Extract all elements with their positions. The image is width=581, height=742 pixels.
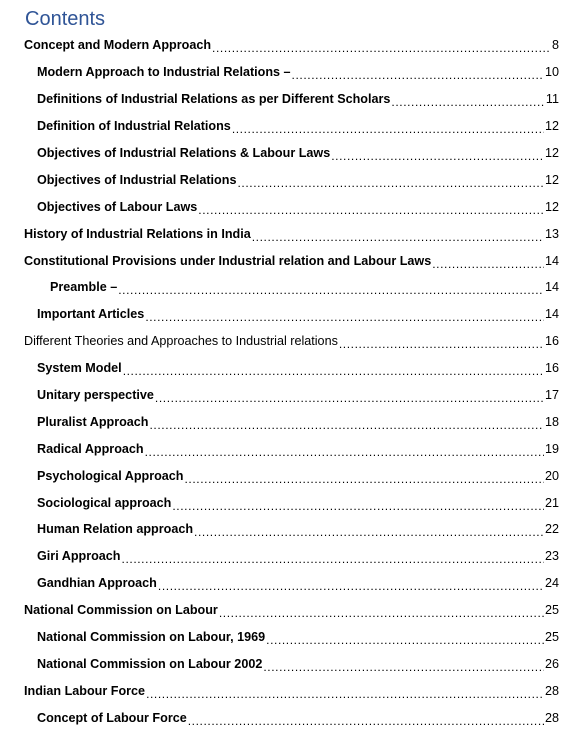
toc-entry[interactable] — [0, 704, 581, 731]
toc-entry[interactable] — [0, 220, 581, 247]
toc-dot-leader — [339, 338, 544, 350]
toc-dot-leader — [292, 69, 544, 81]
toc-dot-leader — [252, 231, 544, 243]
toc-entry-page-number[interactable]: 25 — [544, 603, 559, 618]
toc-entry[interactable] — [0, 570, 581, 597]
toc-entry[interactable] — [0, 113, 581, 140]
toc-entry-title[interactable]: Preamble – — [50, 280, 118, 295]
toc-entry-page-number[interactable]: 25 — [544, 630, 559, 645]
toc-entry-title[interactable]: Definition of Industrial Relations — [37, 119, 231, 134]
toc-entry-page-number[interactable]: 14 — [544, 280, 559, 295]
toc-entry[interactable] — [0, 408, 581, 435]
toc-dot-leader — [194, 526, 544, 538]
toc-entry[interactable] — [0, 597, 581, 624]
toc-dot-leader — [188, 715, 544, 727]
toc-entry-page-number[interactable]: 28 — [544, 710, 559, 725]
toc-dot-leader — [123, 365, 544, 377]
toc-entry-page-number[interactable]: 23 — [544, 549, 559, 564]
toc-entry-title[interactable]: Different Theories and Approaches to Industrial relations — [24, 334, 338, 349]
toc-dot-leader — [212, 42, 551, 54]
toc-entry-title[interactable]: Objectives of Industrial Relations & Labour Laws — [37, 146, 331, 160]
toc-entry[interactable] — [0, 516, 581, 543]
toc-dot-leader — [158, 580, 544, 592]
toc-entry[interactable] — [0, 489, 581, 516]
toc-entry-title[interactable]: National Commission on Labour — [24, 603, 218, 618]
toc-entry-page-number[interactable]: 8 — [551, 38, 559, 53]
toc-entry[interactable] — [0, 355, 581, 382]
toc-dot-leader — [263, 661, 544, 673]
toc-entry-title[interactable]: Pluralist Approach — [37, 414, 149, 429]
toc-dot-leader — [198, 204, 544, 216]
toc-entry-page-number[interactable]: 26 — [544, 656, 559, 671]
toc-entry[interactable] — [0, 382, 581, 409]
toc-dot-leader — [118, 284, 544, 296]
toc-entry-title[interactable]: History of Industrial Relations in India — [24, 226, 251, 241]
toc-entry-page-number[interactable]: 12 — [544, 199, 559, 214]
toc-entry-title[interactable]: Human Relation approach — [37, 522, 194, 537]
toc-entry[interactable] — [0, 166, 581, 193]
toc-entry[interactable] — [0, 624, 581, 651]
toc-entry[interactable] — [0, 435, 581, 462]
toc-entry[interactable] — [0, 543, 581, 570]
toc-entry[interactable] — [0, 193, 581, 220]
toc-entry-title[interactable]: Definitions of Industrial Relations as per Different Scholars — [37, 92, 391, 107]
toc-entry-page-number[interactable]: 28 — [544, 683, 559, 698]
toc-entry-page-number[interactable]: 11 — [545, 92, 559, 107]
toc-entry[interactable] — [0, 328, 581, 355]
toc-entry-title[interactable]: Concept and Modern Approach — [24, 38, 212, 53]
toc-entry[interactable] — [0, 247, 581, 274]
toc-entry[interactable] — [0, 86, 581, 113]
toc-entry-page-number[interactable]: 14 — [544, 307, 559, 322]
toc-dot-leader — [122, 553, 544, 565]
toc-entry-title[interactable]: System Model — [37, 361, 122, 376]
toc-entry-title[interactable]: National Commission on Labour, 1969 — [37, 630, 266, 645]
toc-entry-page-number[interactable]: 16 — [544, 361, 559, 376]
toc-entry-title[interactable]: National Commission on Labour 2002 — [37, 656, 263, 671]
toc-dot-leader — [391, 96, 545, 108]
toc-dot-leader — [219, 607, 544, 619]
toc-entry-title[interactable]: Unitary perspective — [37, 388, 154, 403]
toc-entry-page-number[interactable]: 12 — [544, 119, 559, 134]
toc-entry[interactable] — [0, 59, 581, 86]
toc-entry[interactable] — [0, 650, 581, 677]
toc-dot-leader — [232, 123, 544, 135]
toc-dot-leader — [432, 258, 544, 270]
toc-entry-title[interactable]: Giri Approach — [37, 549, 121, 564]
toc-entry[interactable] — [0, 140, 581, 167]
toc-entry[interactable] — [0, 32, 581, 59]
toc-entry-page-number[interactable]: 10 — [544, 65, 559, 80]
toc-entry-title[interactable]: Constitutional Provisions under Industrial relation and Labour Laws — [24, 253, 432, 268]
toc-dot-leader — [266, 634, 544, 646]
toc-list — [0, 32, 581, 731]
toc-entry-title[interactable]: Gandhian Approach — [37, 576, 157, 591]
toc-entry-title[interactable]: Important Articles — [37, 307, 145, 322]
toc-dot-leader — [150, 419, 544, 431]
toc-entry-title[interactable]: Radical Approach — [37, 441, 144, 456]
toc-dot-leader — [331, 150, 544, 162]
toc-dot-leader — [237, 177, 544, 189]
toc-entry-page-number[interactable]: 16 — [544, 334, 559, 349]
toc-entry-title[interactable]: Concept of Labour Force — [37, 710, 187, 725]
toc-entry-page-number[interactable]: 14 — [544, 253, 559, 268]
toc-dot-leader — [146, 688, 544, 700]
toc-entry-title[interactable]: Objectives of Labour Laws — [37, 199, 198, 214]
toc-entry-page-number[interactable]: 18 — [544, 414, 559, 429]
toc-dot-leader — [172, 500, 544, 512]
toc-entry-page-number[interactable]: 12 — [544, 172, 559, 187]
toc-entry-title[interactable]: Sociological approach — [37, 495, 172, 510]
toc-dot-leader — [145, 311, 544, 323]
toc-heading: Contents — [25, 8, 106, 30]
toc-entry[interactable] — [0, 301, 581, 328]
toc-entry-title[interactable]: Objectives of Industrial Relations — [37, 172, 237, 187]
toc-entry-page-number[interactable]: 20 — [544, 468, 559, 483]
toc-entry-page-number[interactable]: 13 — [544, 226, 559, 241]
toc-dot-leader — [185, 473, 544, 485]
toc-entry-page-number[interactable]: 19 — [544, 441, 559, 456]
toc-dot-leader — [155, 392, 544, 404]
toc-entry-page-number[interactable]: 12 — [544, 146, 559, 160]
toc-dot-leader — [145, 446, 544, 458]
toc-entry-title[interactable]: Psychological Approach — [37, 468, 184, 483]
toc-entry-page-number[interactable]: 17 — [544, 388, 559, 403]
toc-entry-page-number[interactable]: 24 — [544, 576, 559, 591]
toc-entry-page-number[interactable]: 21 — [544, 495, 559, 510]
toc-entry-title[interactable]: Indian Labour Force — [24, 683, 146, 698]
toc-entry-page-number[interactable]: 22 — [544, 522, 559, 537]
toc-entry[interactable] — [0, 462, 581, 489]
toc-entry[interactable] — [0, 677, 581, 704]
toc-entry[interactable] — [0, 274, 581, 301]
toc-entry-title[interactable]: Modern Approach to Industrial Relations – — [37, 65, 291, 80]
